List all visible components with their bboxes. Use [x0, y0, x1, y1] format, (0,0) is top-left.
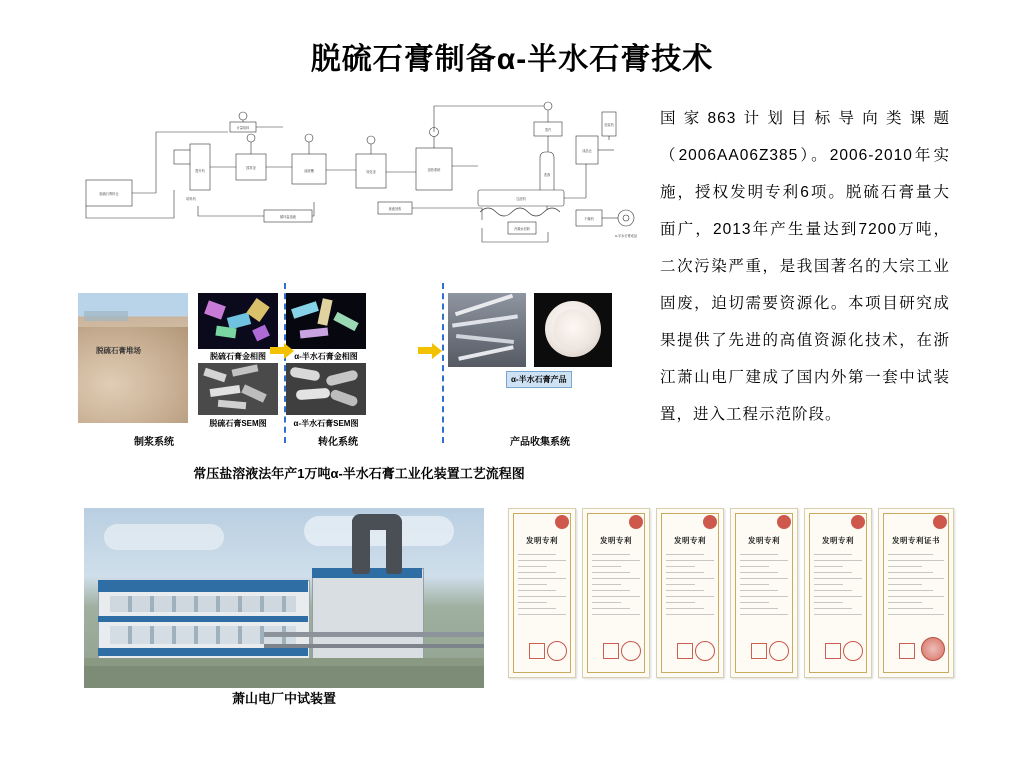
patent-text-lines [666, 554, 714, 620]
patent-certificate-3 [656, 508, 724, 678]
svg-text:干燥机: 干燥机 [584, 217, 594, 221]
patent-text-lines [814, 554, 862, 620]
patent-seal-square [825, 643, 841, 659]
system-caption-collection: 产品收集系统 [510, 437, 570, 448]
patent-seal-square [899, 643, 915, 659]
svg-text:包装机: 包装机 [604, 123, 614, 127]
process-flow-diagram [78, 92, 640, 272]
patent-seal-square [677, 643, 693, 659]
patent-seal-round [621, 641, 641, 661]
svg-text:加热系统: 加热系统 [427, 168, 441, 172]
svg-text:废液回收: 废液回收 [388, 207, 402, 211]
system-caption-slurry: 制浆系统 [134, 437, 174, 448]
patent-text-lines [888, 554, 944, 620]
svg-text:给料机: 给料机 [186, 197, 196, 201]
patent-seal-round [547, 641, 567, 661]
national-emblem-icon [933, 515, 947, 529]
patent-certificates [508, 508, 948, 676]
divider-2 [442, 283, 444, 443]
system-caption-conversion: 转化系统 [318, 437, 358, 448]
patent-certificate-6 [878, 508, 954, 678]
patent-seal-square [529, 643, 545, 659]
photo-gypsum-sem [198, 363, 278, 415]
photo-desulfurization-gypsum-yard [78, 293, 188, 423]
divider-1 [284, 283, 286, 443]
national-emblem-icon [851, 515, 865, 529]
patent-title: 发明专利 [674, 536, 706, 545]
photo-alpha-fiber-product [448, 293, 526, 367]
svg-text:计量给料: 计量给料 [236, 126, 250, 130]
svg-text:成品仓: 成品仓 [582, 149, 592, 153]
patent-seal-round [921, 637, 945, 661]
photo-alpha-powder-bowl [534, 293, 612, 367]
svg-text:溶液槽: 溶液槽 [304, 169, 314, 173]
photo-pilot-plant [84, 508, 484, 688]
description-paragraph: 国家863计划目标导向类课题（2006AA06Z385）。2006-2010年实施，授权发明专利6项。脱硫石膏量大面广，2013年产生量达到7200万吨，二次污染严重，是我国著名的大宗工业固废，迫切需要资源化。本项目研究成果提供了先进的高值资源化技术，在浙江萧山电厂建成了国内外第一套中试装置，进入工程示范阶段。 [660, 110, 950, 423]
caption-gypsum-yard: 脱硫石膏堆场 [96, 346, 141, 355]
caption-gypsum-crystal: 脱硫石膏金相图 [210, 352, 266, 361]
patent-certificate-4 [730, 508, 798, 678]
national-emblem-icon [703, 515, 717, 529]
patent-title: 发明专利 [822, 536, 854, 545]
patent-seal-square [751, 643, 767, 659]
photo-gypsum-crystal-microscope [198, 293, 278, 349]
patent-text-lines [592, 554, 640, 620]
svg-text:蒸汽: 蒸汽 [544, 128, 552, 132]
photo-alpha-sem [286, 363, 366, 415]
patent-text-lines [740, 554, 788, 620]
patent-title: 发明专利 [526, 536, 558, 545]
national-emblem-icon [555, 515, 569, 529]
svg-text:冷凝水回收: 冷凝水回收 [514, 227, 530, 231]
svg-text:过滤机: 过滤机 [516, 197, 526, 201]
svg-text:脱硫石膏料仓: 脱硫石膏料仓 [99, 192, 119, 196]
svg-text:α-半水石膏成品: α-半水石膏成品 [614, 234, 638, 238]
patent-seal-round [843, 641, 863, 661]
patent-title: 发明专利证书 [892, 536, 940, 545]
patent-text-lines [518, 554, 566, 620]
patent-title: 发明专利 [600, 536, 632, 545]
patent-title: 发明专利 [748, 536, 780, 545]
patent-seal-square [603, 643, 619, 659]
national-emblem-icon [629, 515, 643, 529]
svg-text:洗涤: 洗涤 [543, 173, 551, 177]
patent-certificate-2 [582, 508, 650, 678]
photo-alpha-crystal-microscope [286, 293, 366, 349]
caption-alpha-crystal: α-半水石膏金相图 [294, 352, 358, 361]
svg-text:循环盐溶液: 循环盐溶液 [280, 215, 296, 219]
svg-text:转化釜: 转化釜 [366, 170, 376, 174]
svg-text:提升机: 提升机 [195, 169, 205, 173]
caption-gypsum-sem: 脱硫石膏SEM图 [209, 419, 267, 428]
flow-caption: 常压盐溶液法年产1万吨α-半水石膏工业化装置工艺流程图 [193, 466, 525, 481]
patent-seal-round [695, 641, 715, 661]
product-tag: α-半水石膏产品 [506, 371, 572, 388]
patent-seal-round [769, 641, 789, 661]
plant-caption: 萧山电厂中试装置 [231, 691, 336, 706]
patent-certificate-1 [508, 508, 576, 678]
page-title: 脱硫石膏制备α-半水石膏技术 [310, 43, 714, 76]
national-emblem-icon [777, 515, 791, 529]
patent-certificate-5 [804, 508, 872, 678]
photo-strip [78, 285, 640, 448]
caption-alpha-sem: α-半水石膏SEM图 [293, 419, 359, 428]
svg-text:搅拌釜: 搅拌釜 [246, 166, 256, 170]
